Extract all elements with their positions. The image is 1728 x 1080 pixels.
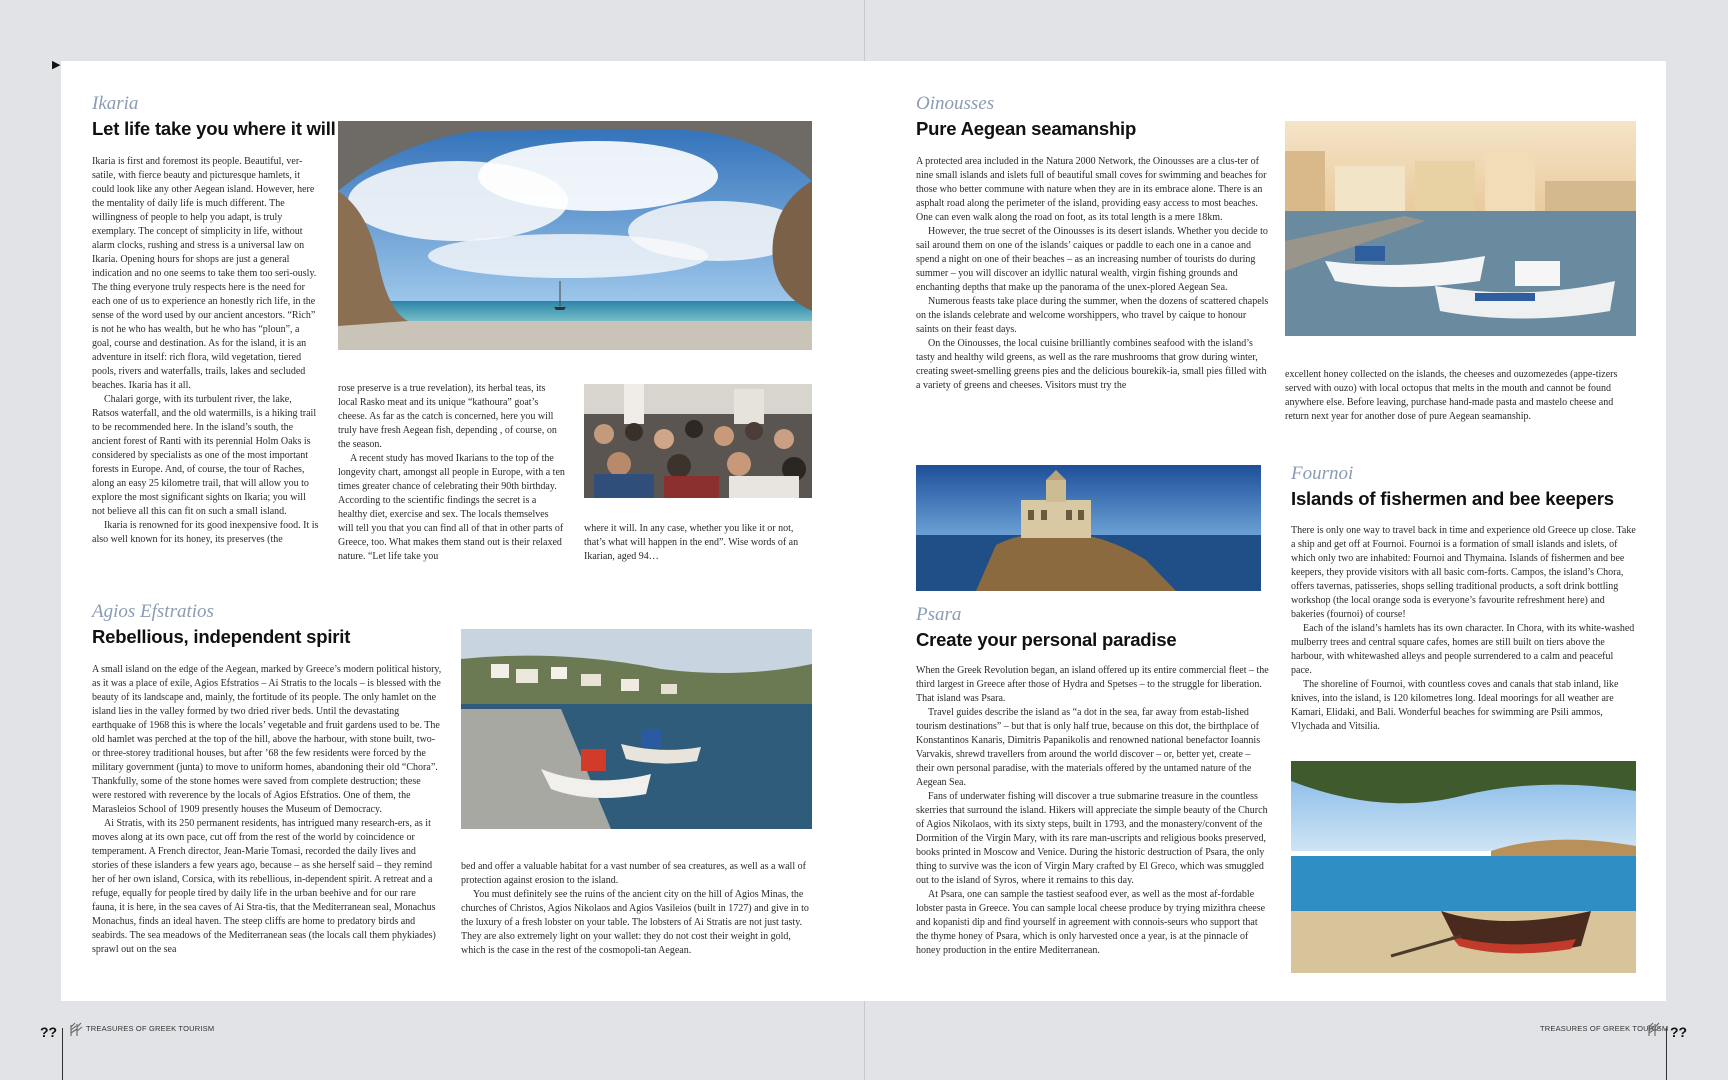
left-footer-title: TREASURES OF GREEK TOURISM: [86, 1024, 215, 1033]
psara-column-1: [916, 664, 1269, 981]
psara-monastery-cliff-photo: [916, 465, 1261, 591]
right-footer-title: TREASURES OF GREEK TOURISM: [1540, 1024, 1669, 1033]
right-page-number: ??: [1670, 1024, 1688, 1040]
oinousses-paragraph: excellent honey collected on the islands, the cheeses and ouzomezedes (appe-tizers served with ouzo) with local octopus that melts in the mouth and cannot be found anywhere else. Before leaving, purchase hand-made pasta and mastelo cheese and return next year for another dose of pure Aegean seamanship.: [1285, 369, 1618, 422]
oinousses-paragraph: A protected area included in the Natura 2000 Network, the Oinousses are a clus-ter of nine small islands and islets full of beautiful small coves for swimming and beaches for those who better commune with nature when they are in its embrace alone. There is an asphalt road along the perimeter of the island, providing easy access to most beaches. One can even walk along the road on foot, as its total length is a mere 18km.: [916, 156, 1267, 223]
oinousses-paragraph: On the Oinousses, the local cuisine brilliantly combines seafood with the island’s tasty and healthy wild greens, as well as the rare mushrooms that grow during winter, creating sweet-smelling greens pies and the delicious bourekik-ia, small pies filled with a variety of greens and cheeses. Visitors must try the: [916, 338, 1267, 391]
agios-harbour-photo: [461, 629, 812, 829]
olive-branch-logo-icon: [1646, 1021, 1662, 1037]
ikaria-beach-cave-photo: [338, 121, 812, 350]
fournoi-paragraph: There is only one way to travel back in time and experience old Greece up close. Take a ship and get off at Fournoi. Fournoi is a formation of small islands and islets, of which only two are inhabited: Fournoi and Thymaina. Islands of fishermen and bee keepers, they provide visitors with all basic com-forts. Campos, the island’s Chora, offers tavernas, patisseries, shops selling traditional products, a soft drink bottling workshop (the local orange soda is everyone’s favourite refreshment here) and bakeries (fournoi) of course!: [1291, 525, 1636, 620]
oinousses-harbour-boats-photo: [1285, 121, 1636, 336]
oinousses-headline: Pure Aegean seamanship: [916, 118, 1137, 139]
left-page-number: ??: [40, 1024, 58, 1040]
fournoi-kicker: Fournoi: [1291, 463, 1354, 484]
ikaria-festival-crowd-photo: [584, 384, 812, 498]
psara-paragraph: When the Greek Revolution began, an island offered up its entire commercial fleet – the third largest in Greece after those of Hydra and Spetses – to the struggle for liberation. That island was Psara.: [916, 665, 1269, 704]
psara-paragraph: Travel guides describe the island as “a dot in the sea, far away from estab-lished tourism destinations” – but that is only half true, because on this dot, the birthplace of Konstantinos Kanaris, Dimitris Papanikolis and renowned national benefactor Ioannis Varvakis, shrewd travellers from around the world discover – or, better yet, create – their own personal paradise, with the materials offered by the untamed nature of the Aegean Sea.: [916, 707, 1261, 788]
fournoi-headline: Islands of fishermen and bee keepers: [1291, 488, 1614, 509]
agios-paragraph: bed and offer a valuable habitat for a vast number of sea creatures, as well as a wall of protection against erosion to the island.: [461, 861, 806, 886]
agios-paragraph: Ai Stratis, with its 250 permanent residents, has intrigued many research-ers, as it moves along at its own pace, cut off from the rest of the world by coincidence or temperament. A French director, Jean-Marie Tomasi, recorded the daily lives and stories of these islanders a few years ago, because – as she herself said – they remind her of her own island, Corsica, with its rebellious, in-dependent spirit. A retreat and a refuge, equally for people tired by daily life in the urban beehive and for our rare fauna, it is here, in the sea caves of Ai Stra-tis, that the Mediterranean seal, Monachus Monachus, finds an ideal haven. The steep cliffs are home to predatory birds and seabirds. The sea meadows of the Mediterranean seas (the locals call them phykiades) sprawl out on the sea: [92, 818, 436, 955]
ikaria-column-2: [338, 382, 566, 567]
agios-paragraph: A small island on the edge of the Aegean, marked by Greece’s modern political history, as it was a place of exile, Agios Efstratios – Ai Stratis to the locals – is blessed with the beauty of its landscape and, mainly, the fortitude of its people. The only hamlet on the island lies in the valley formed by two dried river beds. Until the devastating earthquake of 1968 this is where the locals’ vegetable and fruit gardens used to be. The old hamlet was perched at the top of the hill, above the harbour, with stone built, two- or three-storey traditional houses, but after ’68 the few residents were forced by the military government (junta) to move to uniform homes, abandoning their old “Chora”. Thankfully, some of the stone homes were saved from complete destruction; these were restored with reverence by the locals of Agios Efstratios. One of them, the Marasleios School of 1909 presently houses the Museum of Democracy.: [92, 664, 442, 815]
ikaria-column-3: [584, 522, 812, 567]
agios-column-2: [461, 860, 812, 981]
ikaria-paragraph: rose preserve is a true revelation), its herbal teas, its local Rasko meat and its unique “kathoura” goat’s cheese. As far as the catch is concerned, here you will truly have fresh Aegean fish, depending , of course, on the season.: [338, 383, 557, 450]
triangle-marker-icon: ▶: [52, 58, 61, 71]
psara-paragraph: Fans of underwater fishing will discover a true submarine treasure in the countless skerries that surround the island. Hikers will appreciate the simple beauty of the Church of Agios Nikolaos, with its sixty steps, built in 1793, and the monastery/convent of the Dormition of the Virgin Mary, with its rare man-uscripts and religious books preserved, books printed in Moscow and Venice. During the historic destruction of Psara, the only thing to survive was the icon of Virgin Mary crafted by El Greco, which was smuggled out to the island of Syros, where it remains to this day.: [916, 791, 1268, 886]
ikaria-paragraph: where it will. In any case, whether you like it or not, that’s what will happen in the end”. Wise words of an Ikarian, aged 94…: [584, 523, 799, 562]
ikaria-kicker: Ikaria: [92, 93, 139, 114]
olive-branch-logo-icon: [68, 1021, 84, 1037]
fournoi-paragraph: The shoreline of Fournoi, with countless coves and canals that stab inland, like knives, into the island, is 120 kilometres long. Ideal moorings for all weather are Kamari, Elidaki, and Bali. Wonderful beaches for swimming are Psili ammos, Vlychada and Vitsilia.: [1291, 679, 1619, 732]
ikaria-paragraph: Ikaria is first and foremost its people. Beautiful, ver-satile, with fierce beauty and picturesque hamlets, it could look like any other Aegean island. However, here the mentality of daily life is much different. The willingness of people to help you adapt, is truly exemplary. The concept of simplicity in life, without alarm clocks, rushing and stress is a universal law on Ikaria. Opening hours for shops are just a general indication and no one seems to take them too seri-ously. The thing everyone truly respects here is the need for each one of us to experience an honestly rich life, in the sense of the word used by our ancient ancestors. “Rich” is not he who has wealth, but he who has “ploun”, a goal, course and destination. As for the island, it is an adventure in itself: rich flora, wild vegetation, tiered pools, rivers and waterfalls, trails, lakes and secluded beaches. Ikaria has it all.: [92, 156, 317, 391]
psara-kicker: Psara: [916, 604, 962, 625]
fournoi-beach-boat-photo: [1291, 761, 1636, 973]
fournoi-column-1: [1291, 524, 1636, 738]
left-page-margin-line: [62, 1028, 63, 1080]
oinousses-column-1: [916, 155, 1269, 427]
oinousses-kicker: Oinousses: [916, 93, 995, 114]
psara-paragraph: At Psara, one can sample the tastiest seafood ever, as well as the most af-fordable lobster pasta in Greece. You can sample local cheese produce by trying mizithra cheese and kopanisti dip and find yourself in agreement with connois-seurs who support that the thyme honey of Psara, which is only harvested once a year, is at the pinnacle of honey production in the entire Mediterranean.: [916, 889, 1266, 956]
ikaria-paragraph: Ikaria is renowned for its good inexpensive food. It is also well known for its honey, its preserves (the: [92, 520, 319, 545]
ikaria-paragraph: Chalari gorge, with its turbulent river, the lake, Ratsos waterfall, and the old watermills, is a hiking trail to be recommended here. In the island’s south, the ancient forest of Ranti with its perennial Holm Oaks is considered by specialists as one of the most important forests in Europe. And, of course, the tour of Raches, along an easy 25 kilometre trail, that will allow you to explore the most significant sights on Ikaria; you will not believe all this can fit on such a small island.: [92, 394, 317, 517]
agios-column-1: [92, 663, 442, 981]
oinousses-paragraph: However, the true secret of the Oinousses is its desert islands. Whether you decide to sail around them on one of the islands’ caiques or paddle to each one in a canoe and spend a night on one of their beaches – as an increasing number of tourists do during summer – you will discover an idyllic natural wealth, virgin fishing grounds and enchanting depths that make up the panorama of the unex-plored Aegean Sea.: [916, 226, 1268, 293]
ikaria-headline: Let life take you where it will: [92, 118, 336, 139]
agios-kicker: Agios Efstratios: [92, 601, 214, 622]
ikaria-column-1: [92, 155, 320, 567]
oinousses-column-2: [1285, 368, 1636, 427]
ikaria-paragraph: A recent study has moved Ikarians to the top of the longevity chart, amongst all people in Europe, with a ten times greater chance of celebrating their 90th birthday. According to the scientific findings the secret is a healthy diet, exercise and sex. The locals themselves will tell you that you can find all of that in other parts of Greece, too. What makes them stand out is their relaxed nature. “Let life take you: [338, 453, 565, 562]
agios-headline: Rebellious, independent spirit: [92, 626, 351, 647]
agios-paragraph: You must definitely see the ruins of the ancient city on the hill of Agios Minas, the churches of Christos, Agios Nikolaos and Agios Vasileios (built in 1727) and give in to the luxury of a fresh lobster on your table. The lobsters of Ai Stratis are not just tasty. They are also extremely light on your wallet: they do not cost their weight in gold, which is the case in the rest of the cosmopoli-tan Aegean.: [461, 889, 809, 956]
right-page-margin-line: [1666, 1028, 1667, 1080]
fournoi-paragraph: Each of the island’s hamlets has its own character. In Chora, with its white-washed mulberry trees and central square cafes, homes are still built on tiers above the harbour, with whitewashed alleys and people surrendered to a calm and peaceful pace.: [1291, 623, 1635, 676]
psara-headline: Create your personal paradise: [916, 629, 1177, 650]
oinousses-paragraph: Numerous feasts take place during the summer, when the dozens of scattered chapels on the islands celebrate and welcome worshippers, who travel by caique to honour saints on their feast days.: [916, 296, 1269, 335]
